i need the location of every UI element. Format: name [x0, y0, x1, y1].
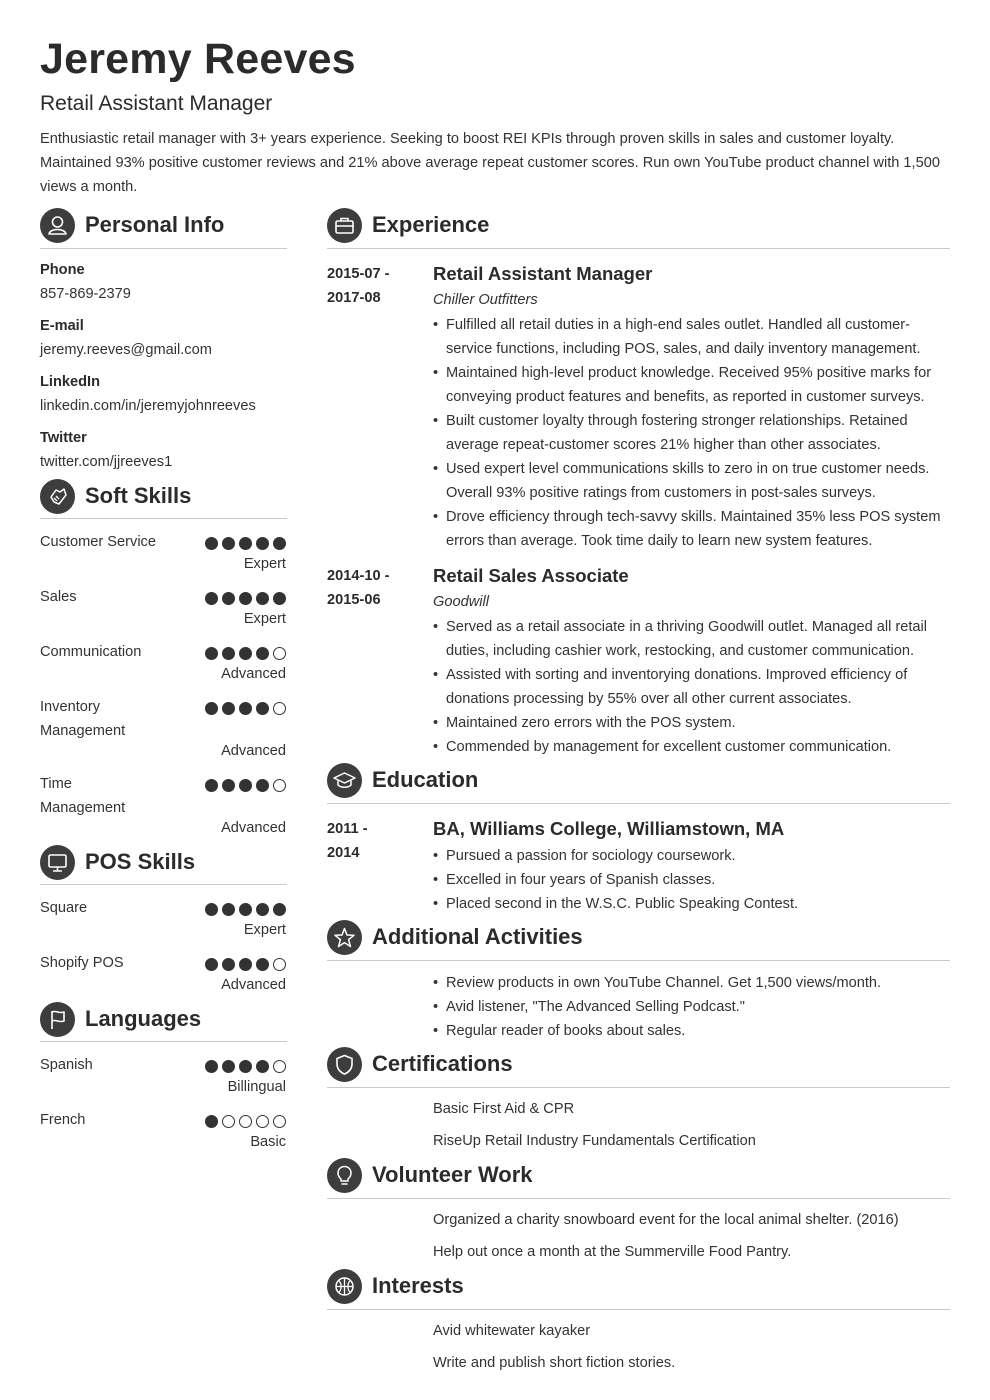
list-item: • Regular reader of books about sales. [433, 1019, 948, 1043]
list-item: • Review products in own YouTube Channel. Get 1,500 views/month. [433, 971, 948, 995]
shield-icon [327, 1047, 362, 1082]
soft-skills-divider [40, 518, 287, 519]
education-bullets [433, 844, 948, 916]
candidate-name: Jeremy Reeves [40, 35, 356, 83]
rating-dot-filled [205, 903, 218, 916]
lightbulb-icon [327, 1158, 362, 1193]
education-degree: BA, Williams College, Williamstown, MA [433, 818, 785, 839]
experience-title: Experience [372, 212, 490, 237]
skill-name: Sales [40, 589, 77, 605]
candidate-title: Retail Assistant Manager [40, 92, 273, 115]
rating-dot-filled [222, 537, 235, 550]
activities-bullets [433, 971, 948, 1043]
rating-dot-filled [205, 592, 218, 605]
rating-dot-filled [222, 702, 235, 715]
list-item: • Excelled in four years of Spanish classes. [433, 868, 948, 892]
certifications-divider [327, 1087, 950, 1088]
star-icon [327, 920, 362, 955]
language-rating [205, 1115, 287, 1128]
skill-name: Shopify POS [40, 955, 124, 971]
rating-dot-empty [273, 779, 286, 792]
summary: Enthusiastic retail manager with 3+ years experience. Seeking to boost REI KPIs through proven skills in sales and customer loyalty. Maintained 93% positive customer reviews and 21% above average repeat customer scores. Run own YouTube product channel with 1,500 views a month. [40, 131, 940, 195]
rating-dot-filled [256, 592, 269, 605]
rating-dot-filled [205, 779, 218, 792]
list-item: • Maintained high-level product knowledge. Received 95% positive marks for conveying product features and benefits, as reported in customer surveys. [433, 361, 948, 409]
education-divider [327, 803, 950, 804]
rating-dot-filled [239, 592, 252, 605]
soft-skills-title: Soft Skills [85, 483, 192, 508]
language-name: French [40, 1112, 86, 1128]
twitter-label: Twitter [40, 430, 87, 446]
volunteer-divider [327, 1198, 950, 1199]
rating-dot-filled [256, 1060, 269, 1073]
skill-name: Time Management [40, 776, 126, 816]
rating-dot-filled [205, 958, 218, 971]
activities-divider [327, 960, 950, 961]
skill-level: Expert [243, 611, 286, 627]
rating-dot-filled [256, 702, 269, 715]
rating-dot-filled [205, 537, 218, 550]
skill-name: Customer Service [40, 534, 156, 550]
phone-label: Phone [40, 262, 85, 278]
rating-dot-empty [273, 958, 286, 971]
rating-dot-filled [273, 537, 286, 550]
rating-dot-filled [239, 537, 252, 550]
skill-level: Expert [243, 556, 286, 572]
languages-title: Languages [85, 1006, 202, 1031]
rating-dot-filled [256, 779, 269, 792]
email-value[interactable]: jeremy.reeves@gmail.com [40, 342, 212, 358]
rating-dot-filled [239, 779, 252, 792]
rating-dot-empty [222, 1115, 235, 1128]
experience-divider [327, 248, 950, 249]
personal-info-title: Personal Info [85, 212, 225, 237]
skill-rating [205, 702, 287, 715]
skill-rating [205, 958, 287, 971]
rating-dot-empty [273, 1060, 286, 1073]
interest-item: Write and publish short fiction stories. [433, 1355, 676, 1371]
rating-dot-filled [205, 1060, 218, 1073]
monitor-icon [40, 845, 75, 880]
rating-dot-filled [222, 779, 235, 792]
education-title: Education [372, 767, 479, 792]
rating-dot-filled [205, 702, 218, 715]
skill-level: Advanced [221, 743, 286, 759]
rating-dot-filled [222, 958, 235, 971]
rating-dot-filled [222, 903, 235, 916]
list-item: • Fulfilled all retail duties in a high-end sales outlet. Handled all customer-service functions, including POS, sales, and daily inventory management. [433, 313, 948, 361]
rating-dot-empty [256, 1115, 269, 1128]
certifications-title: Certifications [372, 1051, 513, 1076]
skill-rating [205, 903, 287, 916]
twitter-value[interactable]: twitter.com/jjreeves1 [40, 454, 173, 470]
rating-dot-filled [205, 647, 218, 660]
rating-dot-filled [273, 592, 286, 605]
language-rating [205, 1060, 287, 1073]
job-company: Chiller Outfitters [433, 292, 538, 308]
job-bullets [433, 615, 948, 759]
rating-dot-empty [273, 1115, 286, 1128]
list-item: • Used expert level communications skills to zero in on true customer needs. Overall 93% positive ratings from customers in post-sales surveys. [433, 457, 948, 505]
job-role: Retail Assistant Manager [433, 263, 653, 284]
list-item: • Commended by management for excellent customer communication. [433, 735, 948, 759]
list-item: • Built customer loyalty through fostering stronger relationships. Retained average repeat-customer scores 21% higher than other associates. [433, 409, 948, 457]
rating-dot-empty [239, 1115, 252, 1128]
volunteer-item: Organized a charity snowboard event for the local animal shelter. (2016) [433, 1212, 899, 1228]
rating-dot-filled [273, 903, 286, 916]
pos-skills-title: POS Skills [85, 849, 196, 874]
rating-dot-filled [256, 647, 269, 660]
rating-dot-filled [222, 1060, 235, 1073]
personal-info-divider [40, 248, 287, 249]
rating-dot-filled [222, 592, 235, 605]
job-date: 2015-07 - 2017-08 [327, 266, 390, 306]
rating-dot-filled [222, 647, 235, 660]
rating-dot-filled [256, 958, 269, 971]
basketball-icon [327, 1269, 362, 1304]
briefcase-icon [327, 208, 362, 243]
phone-value: 857-869-2379 [40, 286, 131, 302]
list-item: • Placed second in the W.S.C. Public Speaking Contest. [433, 892, 948, 916]
rating-dot-filled [205, 1115, 218, 1128]
skill-level: Advanced [221, 820, 286, 836]
rating-dot-filled [256, 903, 269, 916]
job-bullets [433, 313, 948, 553]
language-level: Basic [250, 1134, 286, 1150]
person-icon [40, 208, 75, 243]
rating-dot-filled [239, 1060, 252, 1073]
list-item: • Pursued a passion for sociology coursework. [433, 844, 948, 868]
pos-skills-divider [40, 884, 287, 885]
graduation-cap-icon [327, 763, 362, 798]
linkedin-value[interactable]: linkedin.com/in/jeremyjohnreeves [40, 398, 256, 414]
linkedin-label: LinkedIn [40, 374, 100, 390]
rating-dot-filled [239, 903, 252, 916]
job-date: 2014-10 - 2015-06 [327, 568, 390, 608]
flag-icon [40, 1002, 75, 1037]
volunteer-title: Volunteer Work [372, 1162, 533, 1187]
certification-item: RiseUp Retail Industry Fundamentals Certification [433, 1133, 756, 1149]
interests-title: Interests [372, 1273, 464, 1298]
list-item: • Maintained zero errors with the POS system. [433, 711, 948, 735]
rating-dot-filled [239, 958, 252, 971]
interests-divider [327, 1309, 950, 1310]
volunteer-item: Help out once a month at the Summerville Food Pantry. [433, 1244, 792, 1260]
activities-title: Additional Activities [372, 924, 583, 949]
skill-name: Communication [40, 644, 142, 660]
skill-rating [205, 779, 287, 792]
list-item: • Served as a retail associate in a thriving Goodwill outlet. Managed all retail duties, including cashier work, restocking, and customer communication. [433, 615, 948, 663]
interest-item: Avid whitewater kayaker [433, 1323, 591, 1339]
skill-level: Advanced [221, 977, 286, 993]
skill-rating [205, 647, 287, 660]
rating-dot-filled [256, 537, 269, 550]
email-label: E-mail [40, 318, 84, 334]
skill-rating [205, 592, 287, 605]
job-role: Retail Sales Associate [433, 565, 629, 586]
rating-dot-filled [239, 702, 252, 715]
list-item: • Assisted with sorting and inventorying donations. Improved efficiency of donations processing by 55% over all other current associates. [433, 663, 948, 711]
certification-item: Basic First Aid & CPR [433, 1101, 575, 1117]
rating-dot-filled [239, 647, 252, 660]
rating-dot-empty [273, 702, 286, 715]
language-level: Billingual [227, 1079, 286, 1095]
job-company: Goodwill [433, 594, 489, 610]
handshake-icon [40, 479, 75, 514]
languages-divider [40, 1041, 287, 1042]
education-date: 2011 - 2014 [327, 821, 368, 861]
language-name: Spanish [40, 1057, 93, 1073]
list-item: • Drove efficiency through tech-savvy skills. Maintained 35% less POS system errors than average. Took time daily to learn new system features. [433, 505, 948, 553]
skill-level: Expert [243, 922, 286, 938]
skill-level: Advanced [221, 666, 286, 682]
skill-rating [205, 537, 287, 550]
skill-name: Square [40, 900, 88, 916]
skill-name: Inventory Management [40, 699, 126, 739]
list-item: • Avid listener, "The Advanced Selling Podcast." [433, 995, 948, 1019]
rating-dot-empty [273, 647, 286, 660]
